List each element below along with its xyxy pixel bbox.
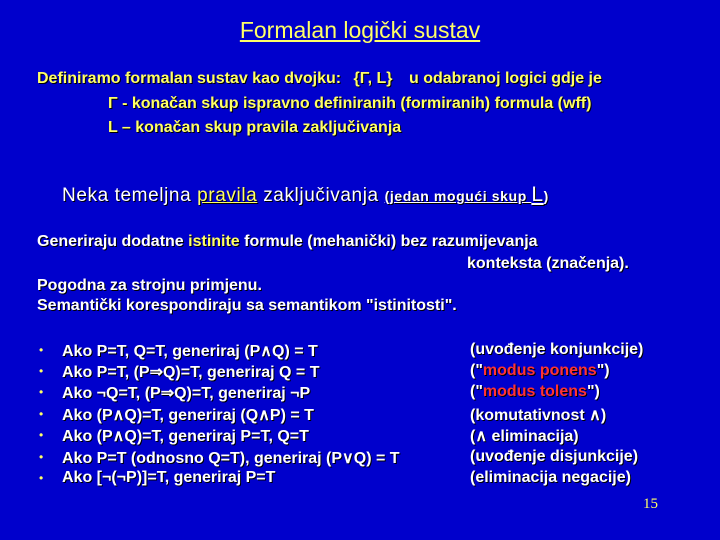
slide-title: Formalan logički sustav xyxy=(239,17,481,43)
body-line-2: konteksta (značenja). xyxy=(467,255,629,272)
rule-row xyxy=(0,383,720,404)
rule-description: (∧ eliminacija) xyxy=(470,428,579,445)
subheading-small: (jedan mogući skup xyxy=(384,188,532,204)
rule-text: Ako P=T, (P⇒Q)=T, generiraj Q = T xyxy=(62,364,320,381)
body-line-3: Pogodna za strojnu primjenu. xyxy=(37,277,262,294)
subheading-close: ) xyxy=(543,188,549,204)
body-line-1-suffix: formule (mehanički) bez razumijevanja xyxy=(239,233,538,250)
intro-prefix: Definiramo formalan sustav kao dvojku: xyxy=(37,70,342,87)
bullet: • xyxy=(39,428,44,442)
body-line-1-highlight: istinite xyxy=(188,233,240,250)
rule-text: Ako P=T, Q=T, generiraj (P∧Q) = T xyxy=(62,343,318,360)
modus-tolens-label: modus tolens xyxy=(482,383,587,400)
rule-description xyxy=(470,362,610,380)
rule-row xyxy=(0,426,720,447)
rule-description: (uvođenje disjunkcije) xyxy=(470,448,639,465)
bullet: • xyxy=(39,343,44,357)
bullet: • xyxy=(39,450,44,464)
desc-suffix: ") xyxy=(586,383,600,400)
rule-text: Ako (P∧Q)=T, generiraj (Q∧P) = T xyxy=(62,407,314,424)
subheading-part-1: Neka temeljna xyxy=(62,185,198,206)
rule-row xyxy=(0,341,720,362)
subheading-big-l: L xyxy=(531,183,544,206)
body-line-1-prefix: Generiraju dodatne xyxy=(37,233,189,250)
rule-row xyxy=(0,448,720,469)
rule-row xyxy=(0,469,720,490)
intro-suffix: u odabranoj logici gdje je xyxy=(408,70,602,87)
desc-suffix: ") xyxy=(596,362,610,379)
bullet: • xyxy=(39,385,44,399)
desc-prefix: (" xyxy=(470,362,483,379)
l-definition: L – konačan skup pravila zaključivanja xyxy=(108,119,402,136)
page-number: 15 xyxy=(643,496,658,512)
desc-prefix: (" xyxy=(470,383,483,400)
subheading-pravila: pravila xyxy=(197,185,258,206)
rule-row xyxy=(0,405,720,426)
body-line-4: Semantički korespondiraju sa semantikom "istinitosti". xyxy=(37,297,457,314)
rule-text: Ako P=T (odnosno Q=T), generiraj (P∨Q) = T xyxy=(62,450,400,467)
bullet: • xyxy=(39,407,44,421)
bullet: • xyxy=(39,364,44,378)
body-line-1 xyxy=(37,233,538,251)
rule-description: (komutativnost ∧) xyxy=(470,407,607,424)
rule-text: Ako [¬(¬P)]=T, generiraj P=T xyxy=(62,469,276,486)
rule-description xyxy=(470,383,600,401)
modus-ponens-label: modus ponens xyxy=(482,362,597,379)
intro-line-1 xyxy=(37,70,602,88)
gamma-definition: Γ - konačan skup ispravno definiranih (formiranih) formula (wff) xyxy=(108,95,592,112)
subheading-part-2: zaključivanja xyxy=(257,185,385,206)
rules-subheading xyxy=(62,183,549,207)
rule-description: (eliminacija negacije) xyxy=(470,469,631,486)
rule-text: Ako (P∧Q)=T, generiraj P=T, Q=T xyxy=(62,428,309,445)
intro-pair: {Γ, L} xyxy=(353,70,393,87)
rule-text: Ako ¬Q=T, (P⇒Q)=T, generiraj ¬P xyxy=(62,385,311,402)
bullet: • xyxy=(39,471,44,485)
rule-description: (uvođenje konjunkcije) xyxy=(470,341,644,358)
rule-row xyxy=(0,362,720,383)
